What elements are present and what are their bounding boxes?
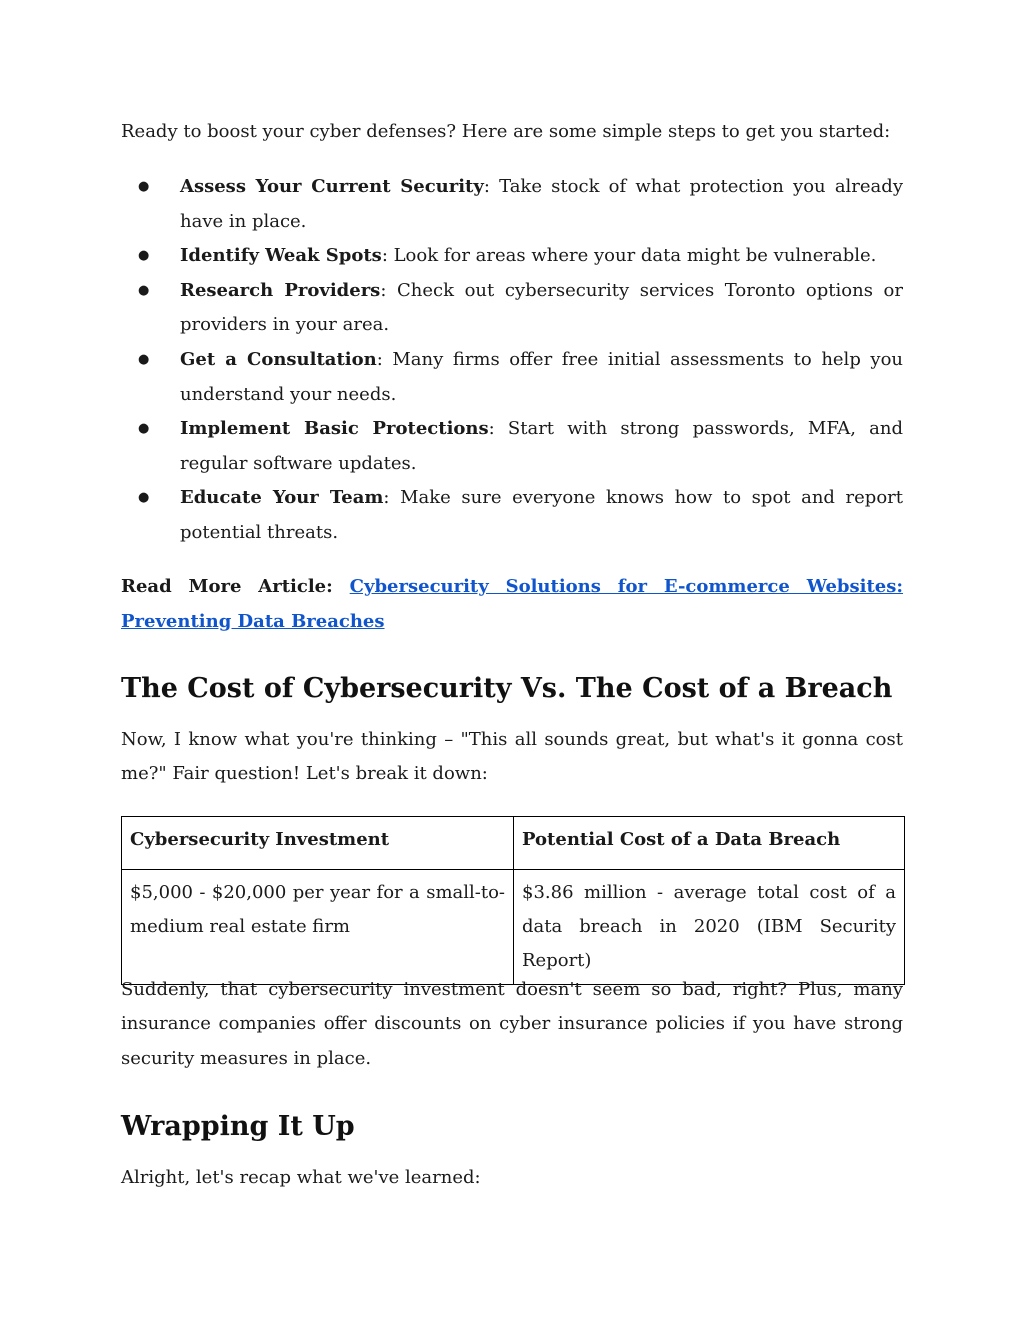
step-text: : Check out cybersecurity services Toronto options or providers in your area. [180,279,903,336]
table-cell: $5,000 - $20,000 per year for a small-to-medium real estate firm [122,870,514,985]
wrap-intro-paragraph: Alright, let's recap what we've learned: [121,1167,481,1188]
cost-intro-paragraph: Now, I know what you're thinking – "This all sounds great, but what's it gonna cost me?" Fair question! Let's break it down: [121,729,903,785]
list-item [121,170,903,239]
bullet-icon: ● [138,179,150,194]
step-title: Identify Weak Spots [180,245,382,267]
step-text: : Make sure everyone knows how to spot and report potential threats. [180,487,904,543]
step-title: Implement Basic Protections [180,418,489,440]
list-item [121,343,903,412]
read-more-link[interactable]: Cybersecurity Solutions for E-commerce Websites: Preventing Data Breaches [121,576,904,632]
list-item [121,274,903,343]
table-header-cell: Potential Cost of a Data Breach [514,817,905,870]
step-title: Get a Consultation [180,348,377,370]
bullet-icon: ● [138,421,150,437]
step-text: : Many firms offer free initial assessments to help you understand your needs. [180,348,903,405]
bullet-icon: ● [138,351,150,367]
table-header-cell: Cybersecurity Investment [122,817,514,870]
bullet-icon: ● [138,282,150,298]
read-more-label: Read More Article: [121,576,350,597]
steps-list [121,170,903,551]
step-text: : Take stock of what protection you already have in place. [180,176,903,232]
table-header-row [122,817,905,870]
bullet-icon: ● [138,248,150,264]
cost-followup-paragraph: Suddenly, that cybersecurity investment doesn't seem so bad, right? Plus, many insurance companies offer discounts on cyber insurance policies if you have strong security measures in place. [121,979,903,1069]
step-title: Research Providers [180,279,381,301]
step-text: : Look for areas where your data might be vulnerable. [381,245,877,267]
step-text: : Start with strong passwords, MFA, and regular software updates. [180,418,903,474]
list-item [121,481,903,550]
list-item [121,412,903,481]
read-more [121,570,903,639]
table-cell: $3.86 million - average total cost of a data breach in 2020 (IBM Security Report) [514,870,905,985]
bullet-icon: ● [138,490,150,506]
wrap-heading: Wrapping It Up [121,1111,355,1142]
intro-paragraph: Ready to boost your cyber defenses? Here are some simple steps to get you started: [121,121,891,142]
cost-heading: The Cost of Cybersecurity Vs. The Cost of a Breach [121,673,893,704]
cost-comparison-table [121,816,905,985]
step-title: Educate Your Team [180,487,384,509]
table-row [122,870,905,985]
list-item [121,239,903,274]
step-title: Assess Your Current Security [180,176,484,197]
